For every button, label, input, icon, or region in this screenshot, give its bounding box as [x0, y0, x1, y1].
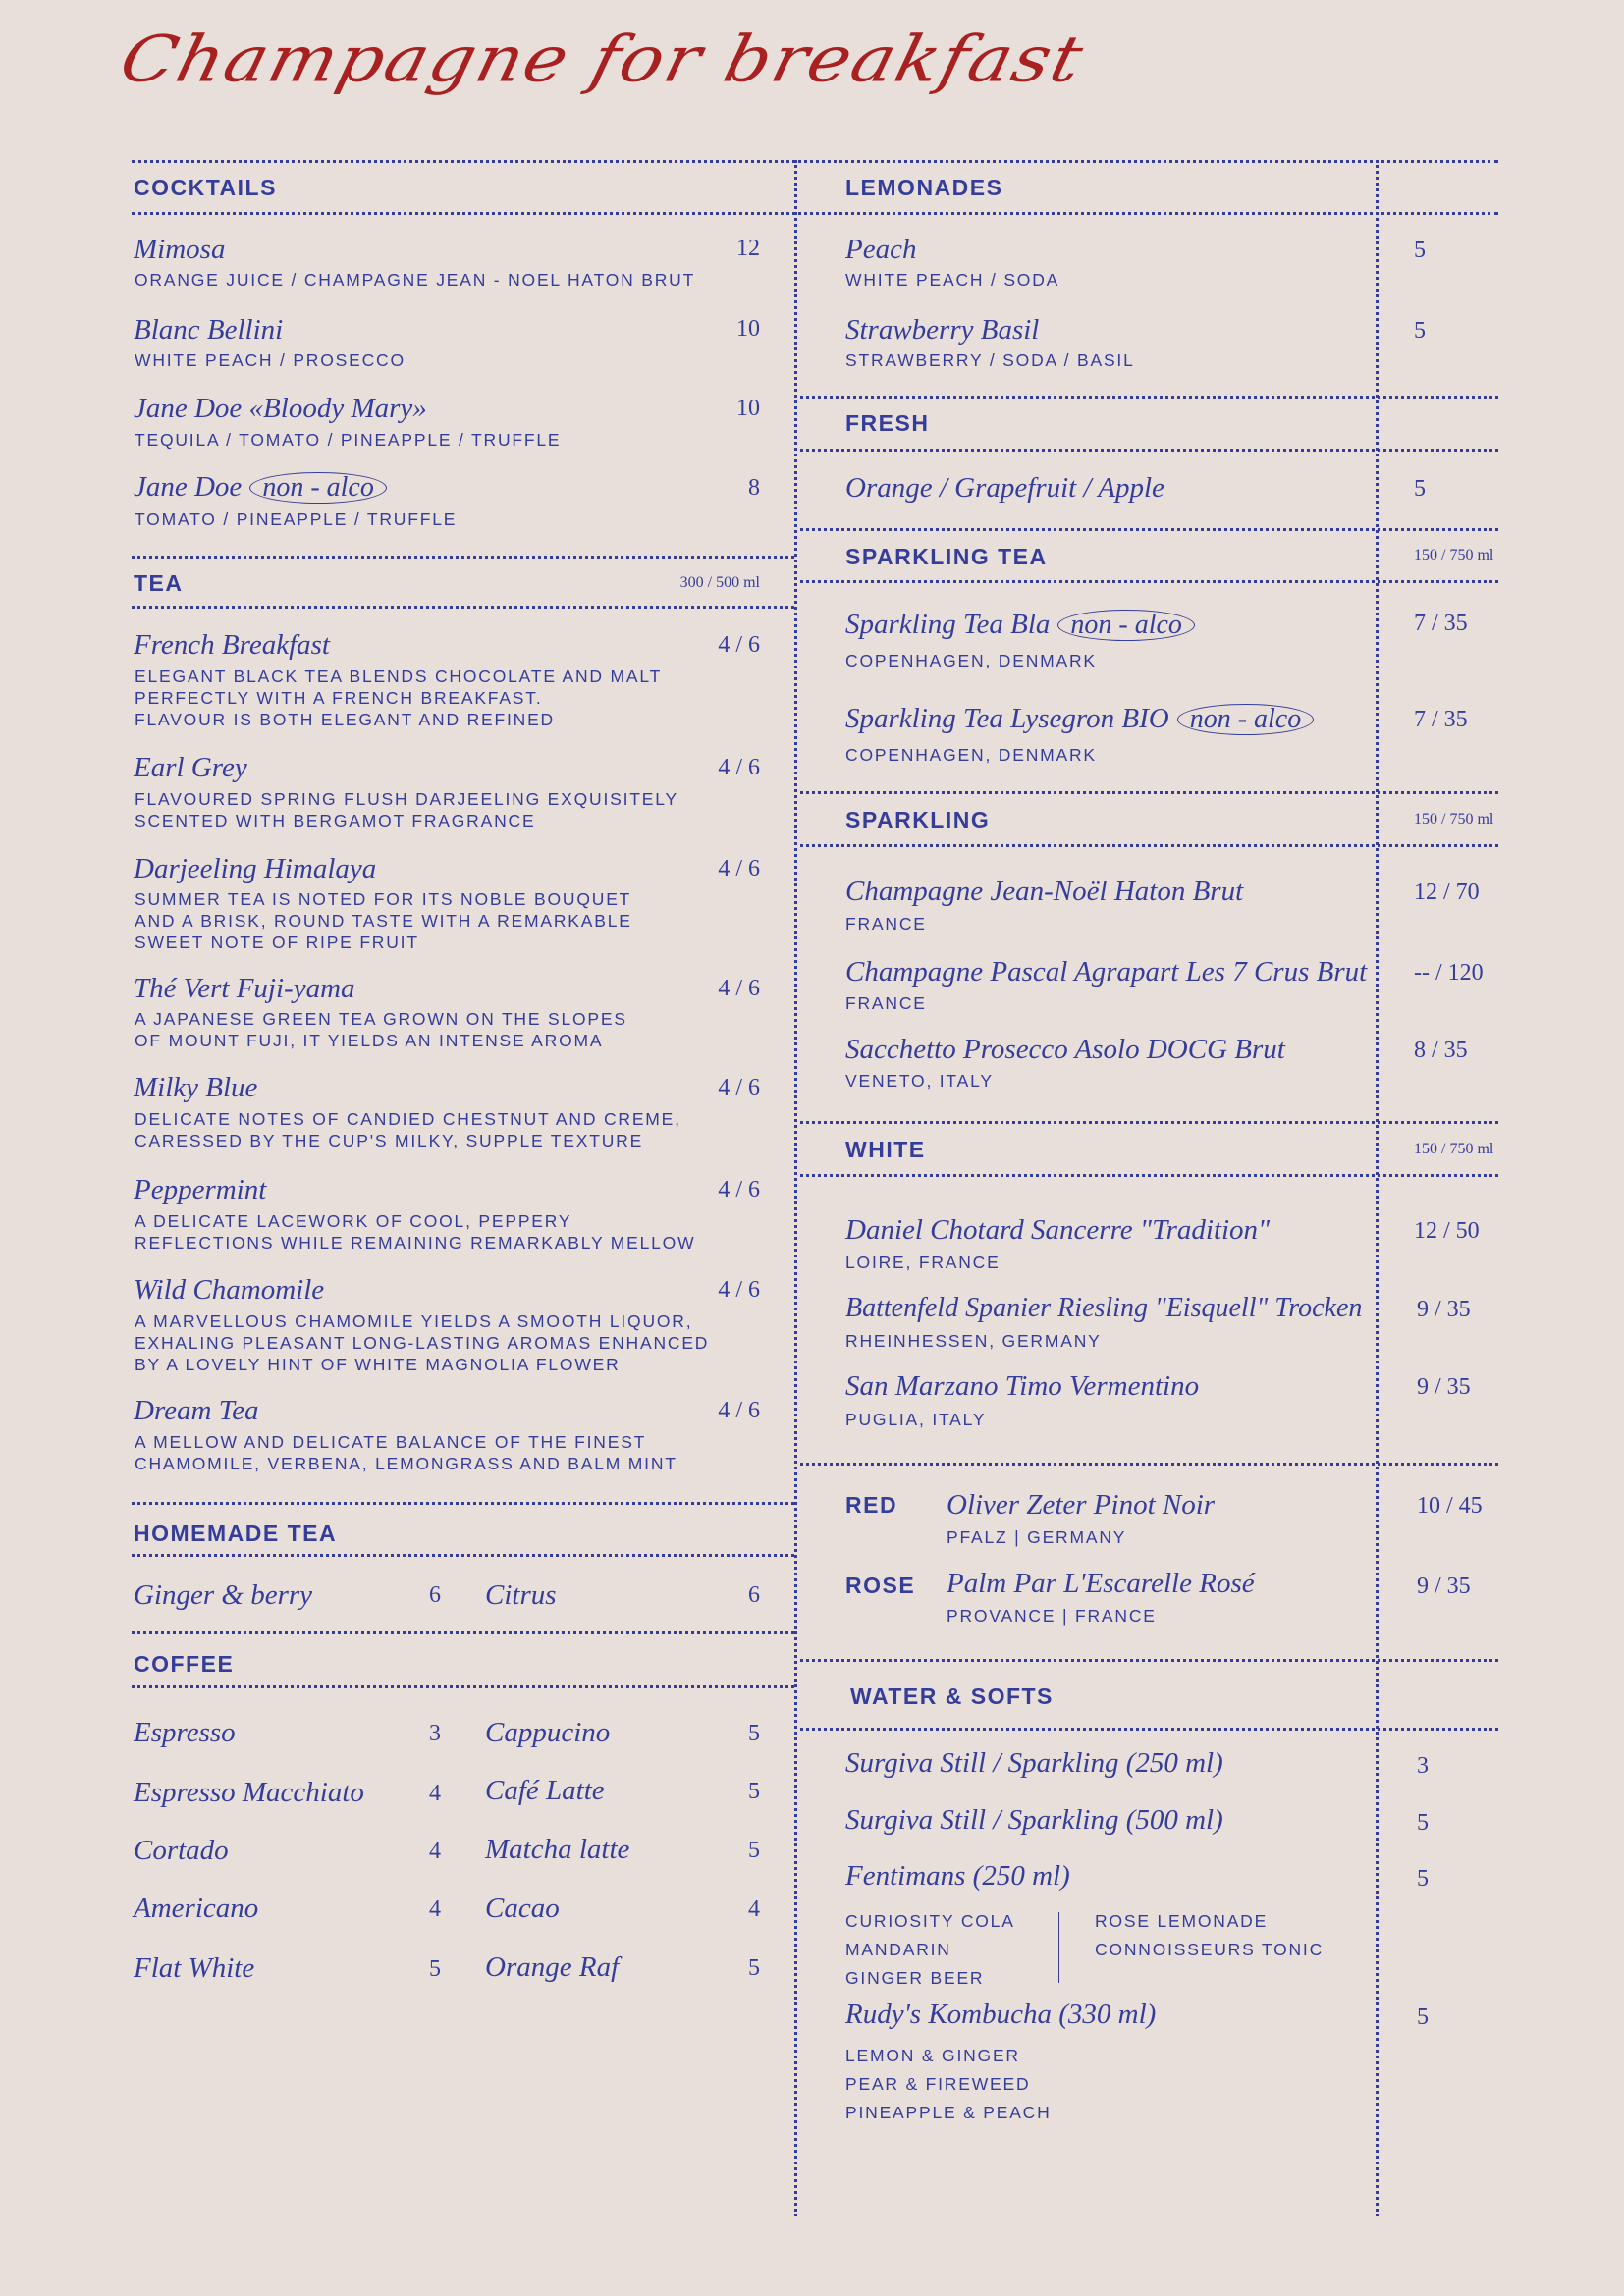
tea-name: Milky Blue — [134, 1072, 258, 1103]
tea-price: 4 / 6 — [718, 1075, 760, 1100]
sparkling-tea-desc: COPENHAGEN, DENMARK — [845, 651, 1097, 670]
tea-name: Darjeeling Himalaya — [134, 853, 377, 884]
fresh-price: 5 — [1414, 476, 1426, 502]
coffee-price: 5 — [748, 1721, 760, 1746]
section-header-coffee: COFFEE — [134, 1651, 235, 1677]
section-header-sparkling: SPARKLING — [845, 807, 991, 832]
red-price: 10 / 45 — [1417, 1493, 1483, 1519]
section-header-water-softs: WATER & SOFTS — [850, 1683, 1054, 1709]
fresh-name: Orange / Grapefruit / Apple — [845, 472, 1164, 504]
sparkling-desc: VENETO, ITALY — [845, 1071, 994, 1091]
tea-price: 4 / 6 — [718, 856, 760, 881]
divider — [800, 1463, 1498, 1466]
section-header-red: RED — [845, 1492, 898, 1518]
rose-name: Palm Par L'Escarelle Rosé — [947, 1568, 1255, 1599]
cocktail-price: 8 — [748, 475, 760, 501]
coffee-price: 5 — [748, 1955, 760, 1981]
divider — [132, 1502, 794, 1505]
cocktail-name-text: Jane Doe — [134, 471, 243, 503]
coffee-name: Café Latte — [485, 1775, 605, 1806]
homemade-tea-price: 6 — [748, 1582, 760, 1608]
coffee-price: 5 — [429, 1956, 441, 1982]
coffee-name: Espresso Macchiato — [134, 1777, 364, 1808]
rose-price: 9 / 35 — [1417, 1574, 1471, 1599]
tea-name: Dream Tea — [134, 1395, 259, 1426]
tea-name: Peppermint — [134, 1174, 267, 1205]
fentimans-flavours-left: CURIOSITY COLA MANDARIN GINGER BEER — [845, 1911, 1015, 1988]
divider — [800, 1659, 1498, 1662]
cocktail-desc: TEQUILA / TOMATO / PINEAPPLE / TRUFFLE — [135, 430, 562, 450]
tea-name: Earl Grey — [134, 752, 247, 783]
sparkling-name: Champagne Pascal Agrapart Les 7 Crus Brut — [845, 956, 1368, 988]
tea-name: French Breakfast — [134, 629, 330, 661]
tea-price: 4 / 6 — [718, 1177, 760, 1202]
lemonade-name: Peach — [845, 234, 917, 265]
lemonade-name: Strawberry Basil — [845, 314, 1040, 346]
cocktail-name — [134, 471, 387, 504]
rose-desc: PROVANCE | FRANCE — [947, 1606, 1157, 1626]
section-header-fresh: FRESH — [845, 410, 930, 436]
divider — [800, 844, 1498, 847]
divider — [800, 1174, 1498, 1177]
kombucha-flavours: LEMON & GINGER PEAR & FIREWEED PINEAPPLE & PEACH — [845, 2046, 1052, 2122]
white-volume: 150 / 750 ml — [1414, 1141, 1494, 1157]
section-header-homemade-tea: HOMEMADE TEA — [134, 1521, 338, 1546]
column-divider — [1376, 160, 1379, 2216]
white-name: Daniel Chotard Sancerre "Tradition" — [845, 1214, 1271, 1246]
coffee-name: Flat White — [134, 1952, 255, 1984]
divider — [132, 556, 794, 559]
coffee-price: 3 — [429, 1721, 441, 1746]
water-price: 3 — [1417, 1753, 1429, 1779]
sparkling-desc: FRANCE — [845, 993, 927, 1013]
divider — [800, 1121, 1498, 1124]
water-price: 5 — [1417, 1810, 1429, 1836]
coffee-name: Cacao — [485, 1893, 560, 1924]
divider — [800, 528, 1498, 531]
tea-price: 4 / 6 — [718, 1277, 760, 1303]
tea-volume: 300 / 500 ml — [679, 574, 760, 591]
white-desc: LOIRE, FRANCE — [845, 1253, 1001, 1272]
section-header-sparkling-tea: SPARKLING TEA — [845, 544, 1048, 569]
divider — [800, 791, 1498, 794]
sparkling-tea-name-text: Sparkling Tea Lysegron BIO — [845, 703, 1169, 734]
kombucha-price: 5 — [1417, 2004, 1429, 2030]
tea-desc: ELEGANT BLACK TEA BLENDS CHOCOLATE AND MALT PERFECTLY WITH A FRENCH BREAKFAST. FLAVOUR IS BOTH ELEGANT AND REFINED — [135, 667, 663, 729]
coffee-price: 4 — [429, 1781, 441, 1806]
non-alco-badge: non - alco — [1057, 610, 1195, 641]
non-alco-badge: non - alco — [1177, 704, 1315, 735]
sparkling-volume: 150 / 750 ml — [1414, 811, 1494, 828]
cocktail-name: Blanc Bellini — [134, 314, 284, 346]
flavour-divider — [1058, 1912, 1059, 1983]
homemade-tea-price: 6 — [429, 1582, 441, 1608]
sparkling-price: -- / 120 — [1414, 960, 1484, 986]
coffee-name: Espresso — [134, 1717, 236, 1748]
lemonade-price: 5 — [1414, 238, 1426, 263]
tea-desc: A DELICATE LACEWORK OF COOL, PEPPERY REFLECTIONS WHILE REMAINING REMARKABLY MELLOW — [135, 1211, 696, 1253]
sparkling-price: 8 / 35 — [1414, 1038, 1468, 1063]
sparkling-price: 12 / 70 — [1414, 880, 1480, 905]
coffee-price: 4 — [429, 1896, 441, 1922]
coffee-name: Americano — [134, 1893, 259, 1924]
cocktail-price: 10 — [736, 316, 760, 342]
divider — [132, 160, 1498, 163]
section-header-rose: ROSE — [845, 1573, 916, 1598]
divider — [800, 1728, 1498, 1731]
white-price: 9 / 35 — [1417, 1374, 1471, 1400]
lemonade-desc: WHITE PEACH / SODA — [845, 270, 1060, 290]
tea-desc: DELICATE NOTES OF CANDIED CHESTNUT AND CREME, CARESSED BY THE CUP'S MILKY, SUPPLE TEXTURE — [135, 1109, 681, 1150]
section-header-white: WHITE — [845, 1137, 926, 1162]
section-header-cocktails: COCKTAILS — [134, 175, 277, 200]
divider — [132, 1631, 794, 1634]
divider — [132, 212, 1498, 215]
tea-desc: A MARVELLOUS CHAMOMILE YIELDS A SMOOTH LIQUOR, EXHALING PLEASANT LONG-LASTING AROMAS ENHANCED BY A LOVELY HINT OF WHITE MAGNOLIA FLOWER — [135, 1311, 710, 1374]
coffee-name: Matcha latte — [485, 1834, 630, 1865]
tea-price: 4 / 6 — [718, 976, 760, 1001]
cocktail-desc: WHITE PEACH / PROSECCO — [135, 350, 406, 370]
sparkling-tea-price: 7 / 35 — [1414, 611, 1468, 636]
cocktail-desc: TOMATO / PINEAPPLE / TRUFFLE — [135, 509, 458, 529]
red-desc: PFALZ | GERMANY — [947, 1527, 1127, 1547]
divider — [800, 396, 1498, 399]
white-name: San Marzano Timo Vermentino — [845, 1370, 1200, 1402]
water-price: 5 — [1417, 1866, 1429, 1892]
lemonade-price: 5 — [1414, 318, 1426, 344]
red-name: Oliver Zeter Pinot Noir — [947, 1489, 1216, 1521]
section-header-tea: TEA — [134, 570, 184, 596]
sparkling-tea-price: 7 / 35 — [1414, 707, 1468, 732]
divider — [132, 1554, 794, 1557]
sparkling-desc: FRANCE — [845, 914, 927, 934]
cocktail-desc: ORANGE JUICE / CHAMPAGNE JEAN - NOEL HATON BRUT — [135, 270, 696, 290]
water-name: Surgiva Still / Sparkling (500 ml) — [845, 1804, 1223, 1836]
coffee-price: 4 — [748, 1896, 760, 1922]
sparkling-tea-desc: COPENHAGEN, DENMARK — [845, 745, 1097, 765]
tea-desc: A JAPANESE GREEN TEA GROWN ON THE SLOPES OF MOUNT FUJI, IT YIELDS AN INTENSE AROMA — [135, 1009, 627, 1050]
tea-desc: SUMMER TEA IS NOTED FOR ITS NOBLE BOUQUET AND A BRISK, ROUND TASTE WITH A REMARKABLE SWEET NOTE OF RIPE FRUIT — [135, 889, 632, 952]
tea-desc: A MELLOW AND DELICATE BALANCE OF THE FINEST CHAMOMILE, VERBENA, LEMONGRASS AND BALM MINT — [135, 1432, 677, 1473]
white-price: 9 / 35 — [1417, 1297, 1471, 1322]
white-desc: RHEINHESSEN, GERMANY — [845, 1331, 1102, 1351]
non-alco-badge: non - alco — [249, 472, 387, 504]
sparkling-tea-name — [845, 609, 1195, 641]
homemade-tea-name: Ginger & berry — [134, 1579, 313, 1611]
homemade-tea-name: Citrus — [485, 1579, 557, 1611]
cocktail-price: 10 — [736, 396, 760, 421]
sparkling-name: Sacchetto Prosecco Asolo DOCG Brut — [845, 1034, 1285, 1065]
sparkling-tea-name — [845, 703, 1314, 735]
tea-name: Wild Chamomile — [134, 1274, 325, 1306]
coffee-name: Orange Raf — [485, 1951, 620, 1983]
tea-price: 4 / 6 — [718, 755, 760, 780]
tea-price: 4 / 6 — [718, 1398, 760, 1423]
divider — [800, 580, 1498, 583]
coffee-price: 5 — [748, 1838, 760, 1863]
lemonade-desc: STRAWBERRY / SODA / BASIL — [845, 350, 1135, 370]
tea-price: 4 / 6 — [718, 632, 760, 658]
coffee-price: 4 — [429, 1839, 441, 1864]
water-name: Fentimans (250 ml) — [845, 1860, 1070, 1892]
coffee-name: Cappucino — [485, 1717, 611, 1748]
tea-name: Thé Vert Fuji-yama — [134, 973, 355, 1004]
kombucha-name: Rudy's Kombucha (330 ml) — [845, 1999, 1157, 2030]
sparkling-tea-volume: 150 / 750 ml — [1414, 547, 1494, 563]
coffee-price: 5 — [748, 1779, 760, 1804]
divider — [132, 1685, 794, 1688]
section-header-lemonades: LEMONADES — [845, 175, 1003, 200]
fentimans-flavours-right: ROSE LEMONADE CONNOISSEURS TONIC — [1095, 1911, 1325, 1959]
divider — [132, 606, 794, 609]
white-price: 12 / 50 — [1414, 1218, 1480, 1244]
water-name: Surgiva Still / Sparkling (250 ml) — [845, 1747, 1223, 1779]
white-desc: PUGLIA, ITALY — [845, 1410, 987, 1429]
divider — [800, 449, 1498, 452]
tea-desc: FLAVOURED SPRING FLUSH DARJEELING EXQUISITELY SCENTED WITH BERGAMOT FRAGRANCE — [135, 789, 678, 830]
sparkling-name: Champagne Jean-Noël Haton Brut — [845, 876, 1244, 907]
coffee-name: Cortado — [134, 1835, 229, 1866]
cocktail-name: Mimosa — [134, 234, 226, 265]
sparkling-tea-name-text: Sparkling Tea Bla — [845, 609, 1051, 640]
column-divider — [794, 160, 797, 2216]
menu-title: Champagne for breakfast — [113, 22, 1093, 96]
cocktail-price: 12 — [736, 236, 760, 261]
cocktail-name: Jane Doe «Bloody Mary» — [134, 393, 427, 424]
white-name: Battenfeld Spanier Riesling "Eisquell" Trocken — [845, 1293, 1363, 1323]
